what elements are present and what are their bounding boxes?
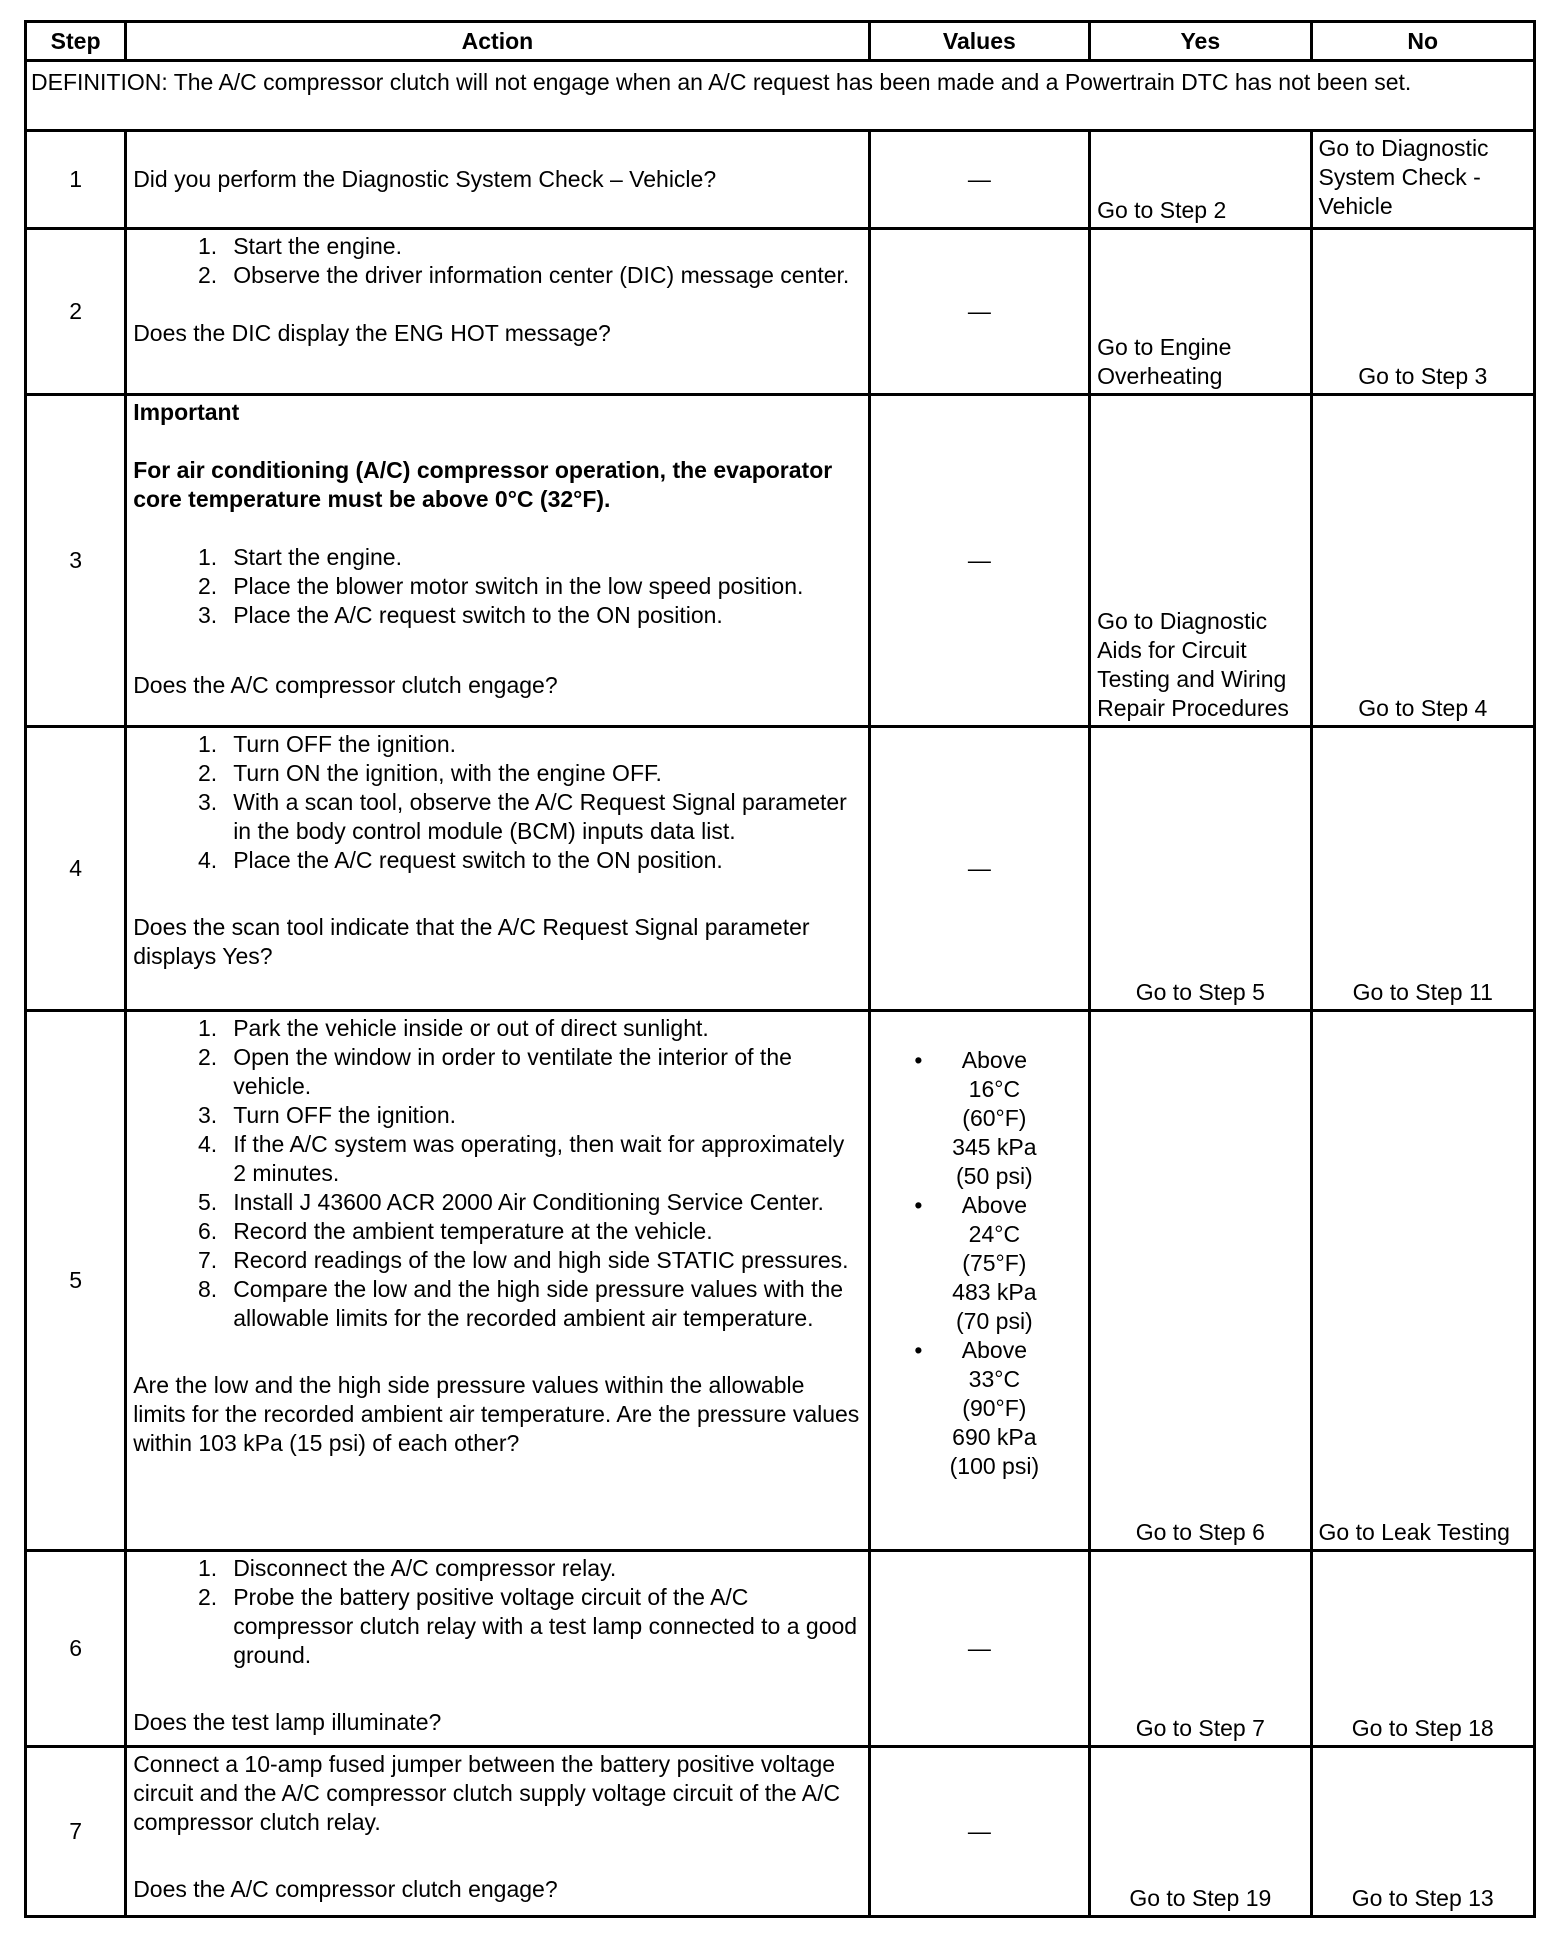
list-item: 2. Probe the battery positive voltage circuit of the A/C compressor clutch relay with a test lamp connected to a good ground. [198,1584,858,1668]
step-number: 7 [26,1747,126,1917]
list-item: 7. Record readings of the low and high side STATIC pressures. [198,1247,849,1273]
important-body: For air conditioning (A/C) compressor operation, the evaporator core temperature must be above 0°C (32°F). [133,457,833,512]
list-item: • Above 24°C (75°F) 483 kPa (70 psi) [914,1192,1037,1334]
values-cell: — [869,229,1089,395]
table-row [26,1551,1535,1747]
yes-cell: Go to Step 7 [1090,1551,1311,1747]
list-item: 5. Install J 43600 ACR 2000 Air Conditioning Service Center. [198,1189,824,1215]
list-item: 2. Open the window in order to ventilate the interior of the vehicle. [198,1044,792,1099]
list-item: 2. Place the blower motor switch in the low speed position. [198,573,804,599]
header-yes: Yes [1090,22,1311,61]
header-step: Step [26,22,126,61]
header-values: Values [869,22,1089,61]
definition-text: DEFINITION: The A/C compressor clutch will not engage when an A/C request has been made and a Powertrain DTC has not been set. [26,61,1535,131]
yes-cell: Go to Step 6 [1090,1011,1311,1551]
list-item: 8. Compare the low and the high side pressure values with the allowable limits for the recorded ambient air temperature. [198,1276,844,1331]
list-item: 3. With a scan tool, observe the A/C Request Signal parameter in the body control module (BCM) inputs data list. [198,789,847,844]
action-cell [126,1551,869,1747]
yes-cell: Go to Step 5 [1090,727,1311,1011]
list-item: 1. Start the engine. [198,233,402,259]
header-row [26,22,1535,61]
action-steps [133,730,861,875]
action-cell [126,1011,869,1551]
action-steps [133,232,861,290]
question-text: Did you perform the Diagnostic System Check – Vehicle? [133,166,717,192]
table-row [26,395,1535,727]
action-cell [126,1747,869,1917]
list-item: 2. Turn ON the ignition, with the engine OFF. [198,760,662,786]
no-cell: Go to Step 3 [1311,229,1534,395]
values-cell: — [869,1747,1089,1917]
table-row [26,131,1535,229]
values-cell: — [869,131,1089,229]
question-text: Does the A/C compressor clutch engage? [133,1876,558,1902]
step-number: 6 [26,1551,126,1747]
list-item: 2. Observe the driver information center (DIC) message center. [198,262,850,288]
step-number: 3 [26,395,126,727]
list-item: 1. Start the engine. [198,544,402,570]
action-cell [126,229,869,395]
list-item: 4. If the A/C system was operating, then wait for approximately 2 minutes. [198,1131,845,1186]
step-number: 1 [26,131,126,229]
no-cell: Go to Diagnostic System Check - Vehicle [1311,131,1534,229]
list-item: • Above 16°C (60°F) 345 kPa (50 psi) [914,1047,1037,1189]
table-row [26,229,1535,395]
action-steps [133,1014,861,1333]
list-item: 6. Record the ambient temperature at the vehicle. [198,1218,713,1244]
question-text: Does the DIC display the ENG HOT message? [133,320,611,346]
step-number: 5 [26,1011,126,1551]
no-cell: Go to Step 13 [1311,1747,1534,1917]
no-cell: Go to Step 11 [1311,727,1534,1011]
values-cell: — [869,395,1089,727]
step-number: 4 [26,727,126,1011]
yes-cell: Go to Step 2 [1090,131,1311,229]
values-cell: — [869,727,1089,1011]
list-item: • Above 33°C (90°F) 690 kPa (100 psi) [914,1337,1040,1479]
diagnostic-document [24,20,1536,1918]
question-text: Does the A/C compressor clutch engage? [133,672,558,698]
table-row [26,727,1535,1011]
header-no: No [1311,22,1534,61]
header-action: Action [126,22,869,61]
no-cell: Go to Step 4 [1311,395,1534,727]
list-item: 1. Park the vehicle inside or out of direct sunlight. [198,1015,709,1041]
list-item: 3. Place the A/C request switch to the ON position. [198,602,723,628]
action-steps [133,1554,861,1670]
question-text: Are the low and the high side pressure values within the allowable limits for the recorded ambient air temperature. Are the pressure values within 103 kPa (15 psi) of each other? [133,1372,860,1456]
table-row [26,1747,1535,1917]
diagnostic-table [24,20,1536,1918]
list-item: 1. Disconnect the A/C compressor relay. [198,1555,617,1581]
definition-row [26,61,1535,131]
no-cell: Go to Leak Testing [1311,1011,1534,1551]
list-item: 3. Turn OFF the ignition. [198,1102,457,1128]
values-cell: — [869,1551,1089,1747]
action-steps [133,543,861,630]
question-text: Does the scan tool indicate that the A/C Request Signal parameter displays Yes? [133,914,810,969]
important-title: Important [133,399,240,425]
action-cell [126,727,869,1011]
yes-cell: Go to Diagnostic Aids for Circuit Testing and Wiring Repair Procedures [1090,395,1311,727]
yes-cell: Go to Step 19 [1090,1747,1311,1917]
question-text: Does the test lamp illuminate? [133,1709,442,1735]
action-cell [126,131,869,229]
action-cell [126,395,869,727]
values-list [914,1046,1044,1481]
list-item: 1. Turn OFF the ignition. [198,731,457,757]
values-cell [869,1011,1089,1551]
list-item: 4. Place the A/C request switch to the ON position. [198,847,723,873]
step-number: 2 [26,229,126,395]
yes-cell: Go to Engine Overheating [1090,229,1311,395]
action-intro: Connect a 10-amp fused jumper between the battery positive voltage circuit and the A/C compressor clutch supply voltage circuit of the A/C compressor clutch relay. [133,1751,841,1835]
no-cell: Go to Step 18 [1311,1551,1534,1747]
table-row [26,1011,1535,1551]
